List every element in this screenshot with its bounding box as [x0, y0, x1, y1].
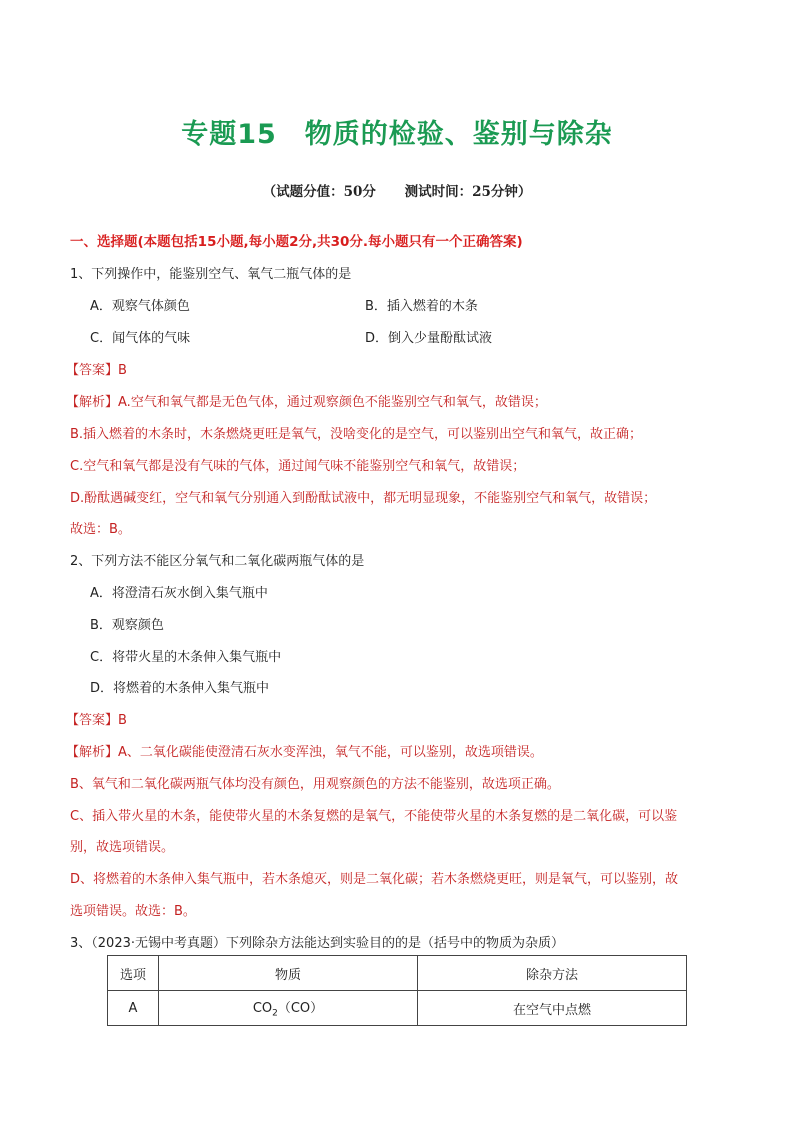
header-cell: 选项	[108, 956, 159, 991]
section-heading: 一、选择题(本题包括15小题,每小题2分,共30分.每小题只有一个正确答案)	[70, 234, 523, 250]
q1-analysis-line: B.插入燃着的木条时，木条燃烧更旺是氧气，没啥变化的是空气，可以鉴别出空气和氧气，故正确；	[70, 427, 643, 442]
formula-main: CO	[252, 1001, 273, 1017]
analysis-label: 【解析】	[66, 745, 119, 760]
q1-stem: 1、下列操作中，能鉴别空气、氧气二瓶气体的是	[70, 267, 352, 282]
q2-stem: 2、下列方法不能区分氧气和二氧化碳两瓶气体的是	[70, 554, 365, 569]
page-title: 专题15 物质的检验、鉴别与除杂	[181, 119, 613, 150]
q2-option-b: B．观察颜色	[90, 618, 164, 633]
q1-answer	[66, 359, 127, 378]
answer-value: B	[118, 363, 127, 378]
formula-subscript: 2	[272, 1008, 278, 1019]
analysis-label: 【解析】	[66, 395, 119, 410]
method-cell: 在空气中点燃	[418, 991, 687, 1026]
q2-option-a: A．将澄清石灰水倒入集气瓶中	[90, 586, 268, 601]
score-info: （试题分值：50分	[262, 184, 376, 200]
q2-analysis-line: B、氧气和二氧化碳两瓶气体均没有颜色，用观察颜色的方法不能鉴别，故选项正确。	[70, 777, 560, 792]
answer-value: B	[118, 713, 127, 728]
substance-cell	[159, 991, 418, 1026]
q1-option-c: C．闻气体的气味	[90, 331, 191, 346]
q2-analysis-line	[66, 741, 543, 760]
header-cell: 物质	[159, 956, 418, 991]
q1-option-b: B．插入燃着的木条	[365, 299, 478, 314]
q2-analysis-line: C、插入带火星的木条，能使带火星的木条复燃的是氧气，不能使带火星的木条复燃的是二氧化碳，可以鉴	[70, 809, 678, 824]
q1-analysis-line: C.空气和氧气都是没有气味的气体，通过闻气味不能鉴别空气和氧气，故错误；	[70, 459, 526, 474]
q2-option-c: C．将带火星的木条伸入集气瓶中	[90, 650, 282, 665]
q1-option-d: D．倒入少量酚酞试液	[365, 331, 493, 346]
q2-analysis-line: 别，故选项错误。	[70, 840, 175, 855]
q1-analysis-line	[66, 391, 547, 410]
analysis-text: A.空气和氧气都是无色气体，通过观察颜色不能鉴别空气和氧气，故错误；	[118, 395, 547, 410]
q2-answer	[66, 709, 127, 728]
q1-option-a: A．观察气体颜色	[90, 299, 190, 314]
test-info	[0, 180, 794, 200]
impurity: （CO）	[277, 1001, 324, 1017]
q3-stem: 3、（2023·无锡中考真题）下列除杂方法能达到实验目的的是（括号中的物质为杂质）	[70, 936, 564, 951]
table-header-row	[108, 956, 687, 991]
q1-analysis-line: D.酚酞遇碱变红，空气和氧气分别通入到酚酞试液中，都无明显现象，不能鉴别空气和氧气，故错误；	[70, 491, 657, 506]
analysis-text: A、二氧化碳能使澄清石灰水变浑浊，氧气不能，可以鉴别，故选项错误。	[118, 745, 543, 760]
table-row	[108, 991, 687, 1026]
q2-analysis-line: D、将燃着的木条伸入集气瓶中，若木条熄灭，则是二氧化碳；若木条燃烧更旺，则是氧气，可以鉴别，故	[70, 872, 679, 887]
q1-conclusion: 故选：B。	[70, 522, 131, 537]
q2-analysis-line: 选项错误。故选：B。	[70, 904, 196, 919]
option-cell: A	[108, 991, 159, 1026]
q3-table	[107, 955, 687, 1026]
q2-option-d: D．将燃着的木条伸入集气瓶中	[90, 681, 270, 696]
time-info: 测试时间：25分钟）	[404, 184, 532, 200]
answer-label: 【答案】	[66, 713, 119, 728]
header-cell: 除杂方法	[418, 956, 687, 991]
answer-label: 【答案】	[66, 363, 119, 378]
